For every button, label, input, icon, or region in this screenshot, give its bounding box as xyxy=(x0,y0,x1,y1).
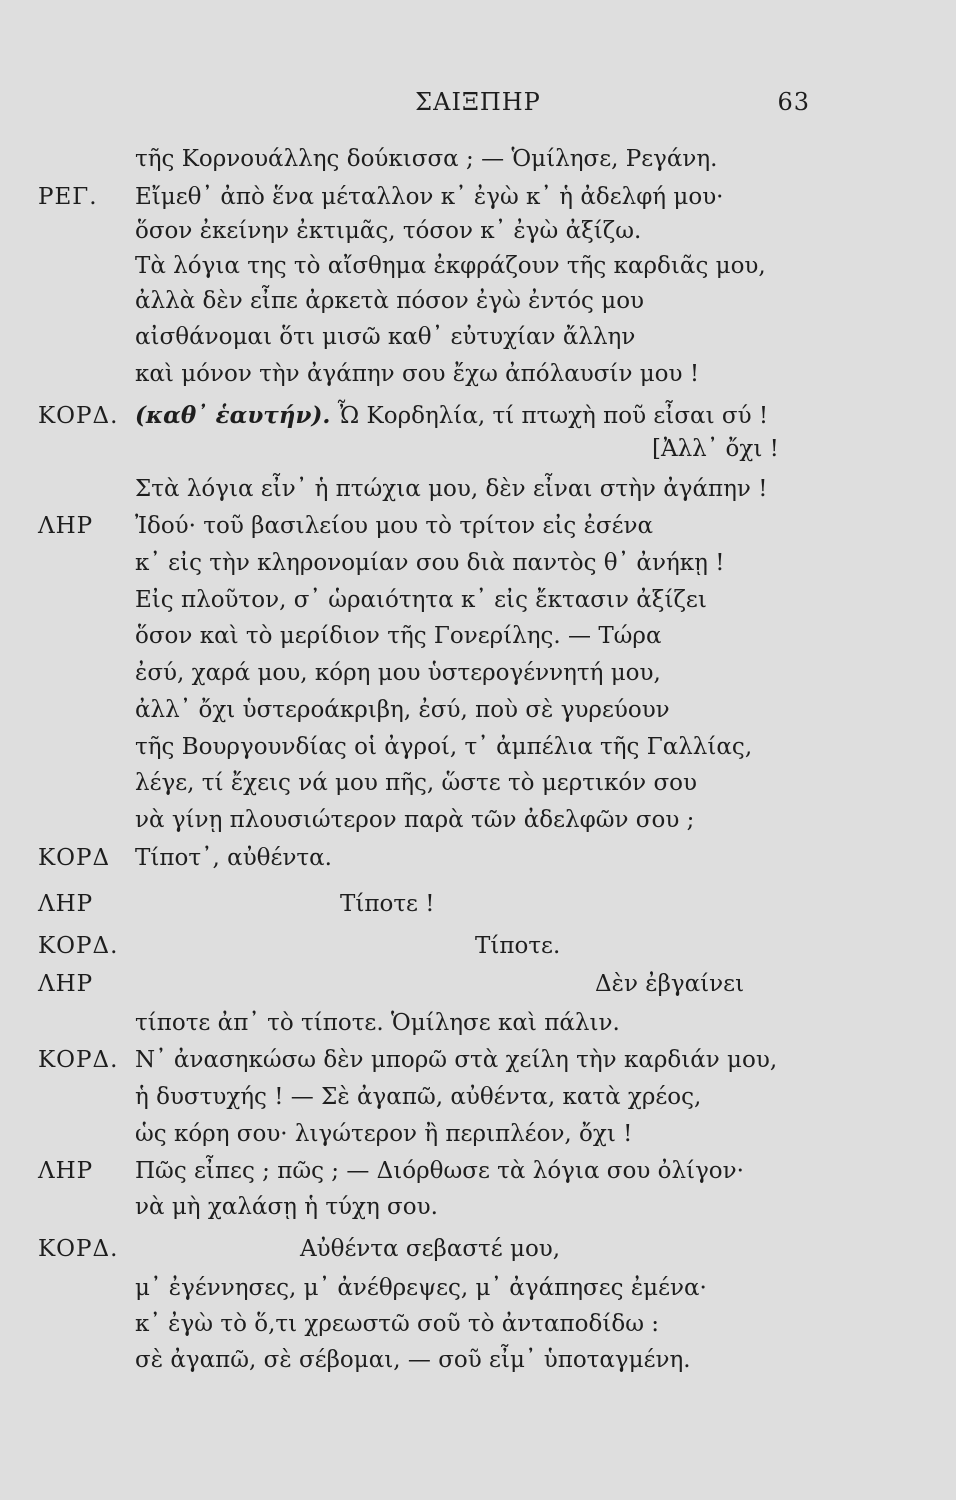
speaker-label: ΛΗΡ xyxy=(38,971,94,997)
speaker-label: ΛΗΡ xyxy=(38,891,94,917)
verse-line: τίποτε ἀπ᾽ τὸ τίποτε. Ὁμίλησε καὶ πάλιν. xyxy=(135,1010,620,1036)
verse-line: κ᾽ ἐγὼ τὸ ὅ,τι χρεωστῶ σοῦ τὸ ἀνταποδίδω : xyxy=(135,1311,660,1337)
verse-line: Πῶς εἶπες ; πῶς ; — Διόρθωσε τὰ λόγια σου ὀλίγον· xyxy=(135,1158,744,1184)
verse-line: ἀλλ᾽ ὄχι ὑστεροάκριβη, ἐσύ, ποὺ σὲ γυρεύουν xyxy=(135,697,670,723)
speaker-label: ΛΗΡ xyxy=(38,1158,94,1184)
speaker-label: ΚΟΡΔ. xyxy=(38,1047,119,1073)
verse-line: Τὰ λόγια της τὸ αἴσθημα ἐκφράζουν τῆς καρδιᾶς μου, xyxy=(135,253,766,279)
verse-line: Τίποτ᾽, αὐθέντα. xyxy=(135,845,332,871)
verse-line: Εἴμεθ᾽ ἀπὸ ἕνα μέταλλον κ᾽ ἐγὼ κ᾽ ἡ ἀδελφή μου· xyxy=(135,184,724,210)
verse-line: τῆς Βουργουνδίας οἱ ἀγροί, τ᾽ ἀμπέλια τῆς Γαλλίας, xyxy=(135,734,753,760)
stage-direction: (καθ᾽ ἑαυτήν). xyxy=(135,402,331,429)
verse-line: ὡς κόρη σου· λιγώτερον ἢ περιπλέον, ὄχι ! xyxy=(135,1121,633,1147)
verse-line: Ἰδού· τοῦ βασιλείου μου τὸ τρίτον εἰς ἐσένα xyxy=(135,513,654,539)
verse-line: νὰ γίνῃ πλουσιώτερον παρὰ τῶν ἀδελφῶν σου ; xyxy=(135,807,695,833)
verse-line xyxy=(135,400,768,432)
speaker-label: ΛΗΡ xyxy=(38,513,94,539)
verse-line: ἐσύ, χαρά μου, κόρη μου ὑστερογέννητή μου, xyxy=(135,660,661,686)
verse-line: ὅσον καὶ τὸ μερίδιον τῆς Γονερίλης. — Τώρα xyxy=(135,623,662,649)
verse-line: ἡ δυστυχής ! — Σὲ ἀγαπῶ, αὐθέντα, κατὰ χρέος, xyxy=(135,1084,702,1110)
verse-line: καὶ μόνον τὴν ἀγάπην σου ἔχω ἀπόλαυσίν μου ! xyxy=(135,361,700,387)
verse-line: Ν᾽ ἀνασηκώσω δὲν μπορῶ στὰ χείλη τὴν καρδιάν μου, xyxy=(135,1047,778,1073)
verse-line: Αὐθέντα σεβαστέ μου, xyxy=(300,1236,561,1262)
verse-line: Εἰς πλοῦτον, σ᾽ ὡραιότητα κ᾽ εἰς ἔκτασιν ἀξίζει xyxy=(135,587,707,613)
verse-line: νὰ μὴ χαλάσῃ ἡ τύχη σου. xyxy=(135,1194,438,1220)
speaker-label: ΡΕΓ. xyxy=(38,184,98,210)
page-number: 63 xyxy=(777,88,810,116)
verse-line: ἀλλὰ δὲν εἶπε ἀρκετὰ πόσον ἐγὼ ἐντός μου xyxy=(135,288,645,314)
verse-line: λέγε, τί ἔχεις νά μου πῆς, ὥστε τὸ μερτικόν σου xyxy=(135,770,698,796)
verse-line: Τίποτε ! xyxy=(340,891,435,917)
verse-line: μ᾽ ἐγέννησες, μ᾽ ἀνέθρεψες, μ᾽ ἀγάπησες ἐμένα· xyxy=(135,1275,707,1301)
verse-line: κ᾽ εἰς τὴν κληρονομίαν σου διὰ παντὸς θ᾽ ἀνήκῃ ! xyxy=(135,550,725,576)
verse-text: Ὦ Κορδηλία, τί πτωχὴ ποῦ εἶσαι σύ ! xyxy=(337,403,769,429)
speaker-label: ΚΟΡΔ. xyxy=(38,1236,119,1262)
verse-line: Στὰ λόγια εἶν᾽ ἡ πτώχια μου, δὲν εἶναι στὴν ἀγάπην ! xyxy=(135,476,768,502)
verse-line: τῆς Κορνουάλλης δούκισσα ; — Ὁμίλησε, Ρεγάνη. xyxy=(135,146,718,172)
verse-line: σὲ ἀγαπῶ, σὲ σέβομαι, — σοῦ εἶμ᾽ ὑποταγμένη. xyxy=(135,1347,691,1373)
verse-line: ὅσον ἐκείνην ἐκτιμᾶς, τόσον κ᾽ ἐγὼ ἀξίζω. xyxy=(135,218,642,244)
verse-line: Δὲν ἐβγαίνει xyxy=(595,971,745,997)
verse-line: αἰσθάνομαι ὅτι μισῶ καθ᾽ εὐτυχίαν ἄλλην xyxy=(135,324,636,350)
speaker-label: ΚΟΡΔ. xyxy=(38,933,119,959)
verse-line: Τίποτε. xyxy=(475,933,561,959)
verse-line: [Ἀλλ᾽ ὄχι ! xyxy=(652,436,779,462)
speaker-label: ΚΟΡΔ xyxy=(38,845,111,871)
speaker-label: ΚΟΡΔ. xyxy=(38,403,119,429)
running-head: ΣΑΙΞΠΗΡ xyxy=(415,88,541,116)
